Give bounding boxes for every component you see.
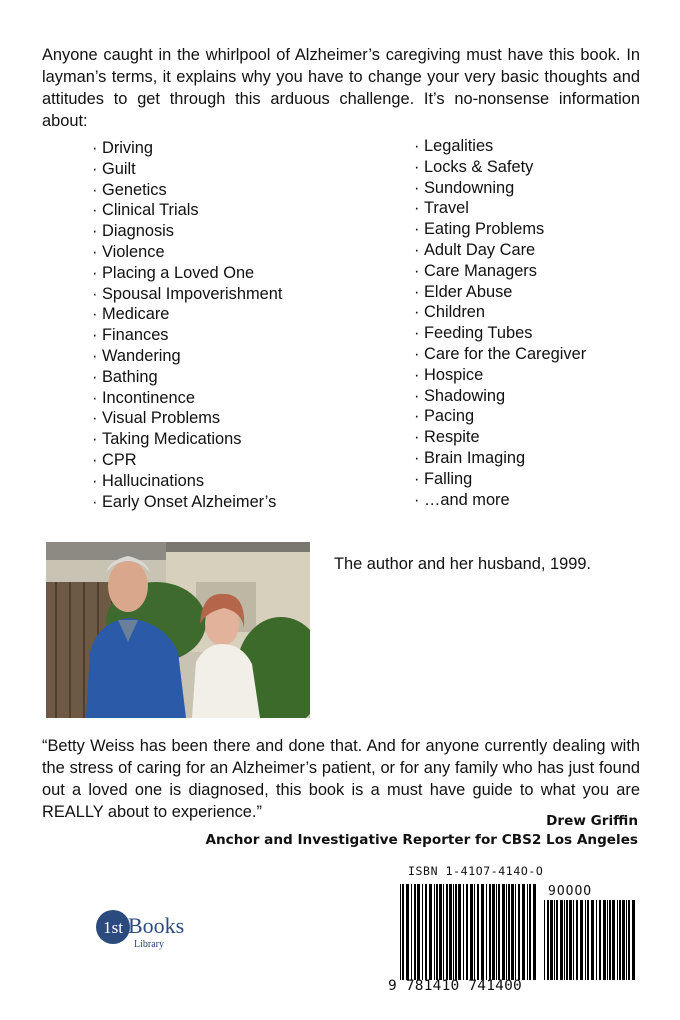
barcode-bar [609,900,611,980]
isbn-label: ISBN 1-41O7-414O-O [408,864,544,878]
barcode-bar [527,884,528,980]
barcode-bar [515,884,516,980]
topic-item [92,367,282,388]
topic-item [414,427,586,448]
topic-label: …and more [424,490,510,509]
barcode-bar [564,900,565,980]
barcode-bar [529,884,531,980]
barcode-bar [628,900,630,980]
endorser-name: Drew Griffin [546,813,638,829]
topic-item [92,450,282,471]
barcode-bar [617,900,618,980]
barcode-bar [429,884,432,980]
topic-item [414,219,586,240]
bullet-mark: · [414,448,420,467]
topic-item [92,284,282,305]
bullet-mark: · [92,326,98,345]
svg-text:1st: 1st [103,918,123,937]
endorser-title: Anchor and Investigative Reporter for CBS2 Los Angeles [205,832,638,848]
topic-label: Respite [424,428,480,447]
bullet-mark: · [414,407,420,426]
topic-item [92,159,282,180]
bullet-mark: · [414,324,420,343]
barcode-bar [486,884,487,980]
bullet-mark: · [414,261,420,280]
barcode-bar [612,900,615,980]
bullet-mark: · [92,180,98,199]
topic-label: Locks & Safety [424,157,534,176]
bullet-mark: · [414,365,420,384]
author-photo [46,542,310,718]
topic-item [92,429,282,450]
topic-label: Wandering [102,346,181,365]
topic-label: Placing a Loved One [102,263,255,282]
bullet-mark: · [414,157,420,176]
topic-label: Sundowning [424,178,515,197]
bullet-mark: · [414,137,420,155]
topic-label: Feeding Tubes [424,324,533,343]
bullet-mark: · [92,450,98,469]
barcode-bar [576,900,578,980]
topic-item [92,492,282,513]
barcode-bar [466,884,468,980]
isbn-barcode [388,864,638,1004]
barcode-bar [522,884,525,980]
bullet-mark: · [92,367,98,386]
topic-item [414,344,586,365]
barcode-bar [470,884,473,980]
barcode-bar [436,884,438,980]
barcode-bar [425,884,427,980]
barcode-bar [492,884,495,980]
bullet-mark: · [414,303,420,322]
topic-item [414,469,586,490]
topic-label: Guilt [102,159,136,178]
bullet-mark: · [92,409,98,428]
topic-label: Taking Medications [102,430,242,449]
barcode-bar [502,884,505,980]
bullet-mark: · [414,199,420,218]
topic-item [414,282,586,303]
barcode-bar [455,884,457,980]
bullet-mark: · [414,178,420,197]
svg-text:Books: Books [128,913,185,938]
topic-label: Elder Abuse [424,282,513,301]
topic-item [414,157,586,178]
topic-item [414,136,586,157]
barcode-bar [439,884,442,980]
topic-label: Violence [102,242,165,261]
bullet-mark: · [414,428,420,447]
topic-item [92,388,282,409]
topic-label: Brain Imaging [424,448,526,467]
barcode-bar [569,900,572,980]
barcode-bar [607,900,608,980]
barcode-bar [599,900,601,980]
barcode-bar [622,900,625,980]
topic-item [414,406,586,427]
topic-item [92,180,282,201]
topic-label: Children [424,303,486,322]
barcode-bar [417,884,420,980]
barcode-bar [573,900,574,980]
endorsement-quote: “Betty Weiss has been there and done that. And for anyone currently dealing with the stress of caring for an Alzheimer’s patient, or for any family who has just found out a loved one is diagnosed, this book is a must have guide to what you are REALLY about to experience.” [42,737,640,821]
barcode-bar [489,884,491,980]
topic-label: Travel [424,199,469,218]
barcode-bar [596,900,597,980]
bullet-mark: · [92,305,98,324]
topic-label: Clinical Trials [102,201,199,220]
barcode-digits: 9 781410 741400 [388,978,522,994]
topic-label: Early Onset Alzheimer’s [102,492,277,511]
barcode-bar [422,884,423,980]
topic-item [414,490,586,511]
topic-item [414,323,586,344]
barcode-bar [591,900,594,980]
barcode-bar [458,884,461,980]
bullet-mark: · [92,201,98,220]
topic-item [414,178,586,199]
bullet-mark: · [92,346,98,365]
barcode-bar [477,884,479,980]
barcode-bar [550,900,553,980]
barcode-bar [580,900,583,980]
topic-label: Driving [102,139,154,157]
topic-label: Care for the Caregiver [424,344,587,363]
bullet-mark: · [414,344,420,363]
bullet-mark: · [92,388,98,407]
topic-item [92,304,282,325]
topic-item [92,138,282,159]
topic-label: Diagnosis [102,222,174,241]
topic-label: Pacing [424,407,475,426]
barcode-bar [463,884,464,980]
topic-label: Adult Day Care [424,240,536,259]
topic-item [92,471,282,492]
bullet-mark: · [92,284,98,303]
topic-label: Hallucinations [102,471,205,490]
barcode-bar [554,900,555,980]
topic-list-left [92,138,282,512]
topic-label: Finances [102,326,169,345]
topic-label: Shadowing [424,386,506,405]
topic-label: Care Managers [424,261,537,280]
barcode-bar [411,884,412,980]
topic-item [414,386,586,407]
barcode-bar [406,884,409,980]
barcode-bar [400,884,401,980]
barcode-bar [474,884,475,980]
barcode-bar [544,900,545,980]
topic-label: Eating Problems [424,220,545,239]
barcode-bar [603,900,606,980]
topic-item [92,325,282,346]
barcode-bar [632,900,635,980]
intro-paragraph: Anyone caught in the whirlpool of Alzheimer’s caregiving must have this book. In layman’s terms, it explains why you have to change your very basic thoughts and attitudes to get through this arduous challenge. It’s no-nonsense information about: [42,46,640,130]
barcode-bar [443,884,444,980]
barcode-bar [496,884,497,980]
topic-item [92,221,282,242]
topic-label: CPR [102,450,137,469]
topic-label: Spousal Impoverishment [102,284,283,303]
bullet-mark: · [414,490,420,509]
barcode-bar [533,884,536,980]
bullet-mark: · [414,220,420,239]
bullet-mark: · [92,430,98,449]
barcode-bar [508,884,510,980]
bullet-mark: · [92,139,98,157]
topic-item [414,448,586,469]
topic-label: Incontinence [102,388,195,407]
barcode-bar [449,884,452,980]
topic-item [92,408,282,429]
barcode-bar [566,900,568,980]
barcode-bar [556,900,558,980]
bullet-mark: · [92,492,98,511]
barcode-bar [453,884,454,980]
topic-item [92,200,282,221]
topic-label: Legalities [424,137,494,155]
topic-item [414,261,586,282]
barcode-bar [511,884,514,980]
barcode-bar [434,884,435,980]
barcode-bar [518,884,520,980]
barcode-bar [506,884,507,980]
barcode-bar [560,900,563,980]
publisher-logo [94,905,204,955]
barcode-bar [481,884,484,980]
bullet-mark: · [92,263,98,282]
price-barcode-bars [544,900,636,980]
topic-item [414,302,586,323]
barcode-bar [585,900,586,980]
bullet-mark: · [92,159,98,178]
barcode-bar [402,884,404,980]
barcode-bars [400,884,540,980]
bullet-mark: · [92,222,98,241]
photo-caption: The author and her husband, 1999. [334,555,591,573]
bullet-mark: · [414,240,420,259]
bullet-mark: · [414,282,420,301]
topic-label: Bathing [102,367,158,386]
topic-label: Hospice [424,365,484,384]
bullet-mark: · [414,469,420,488]
price-code: 9OOOO [548,884,593,899]
topic-list-right [414,136,586,510]
topic-label: Medicare [102,305,170,324]
topic-item [414,198,586,219]
barcode-bar [547,900,549,980]
barcode-bar [414,884,416,980]
barcode-bar [619,900,621,980]
topic-label: Falling [424,469,473,488]
bullet-mark: · [414,386,420,405]
topic-item [414,365,586,386]
topic-item [92,263,282,284]
barcode-bar [498,884,500,980]
topic-item [92,346,282,367]
topic-label: Genetics [102,180,167,199]
barcode-bar [587,900,589,980]
bullet-mark: · [92,471,98,490]
svg-text:Library: Library [134,939,164,950]
barcode-bar [626,900,627,980]
bullet-mark: · [92,242,98,261]
topic-item [414,240,586,261]
barcode-bar [446,884,448,980]
topic-item [92,242,282,263]
topic-label: Visual Problems [102,409,221,428]
